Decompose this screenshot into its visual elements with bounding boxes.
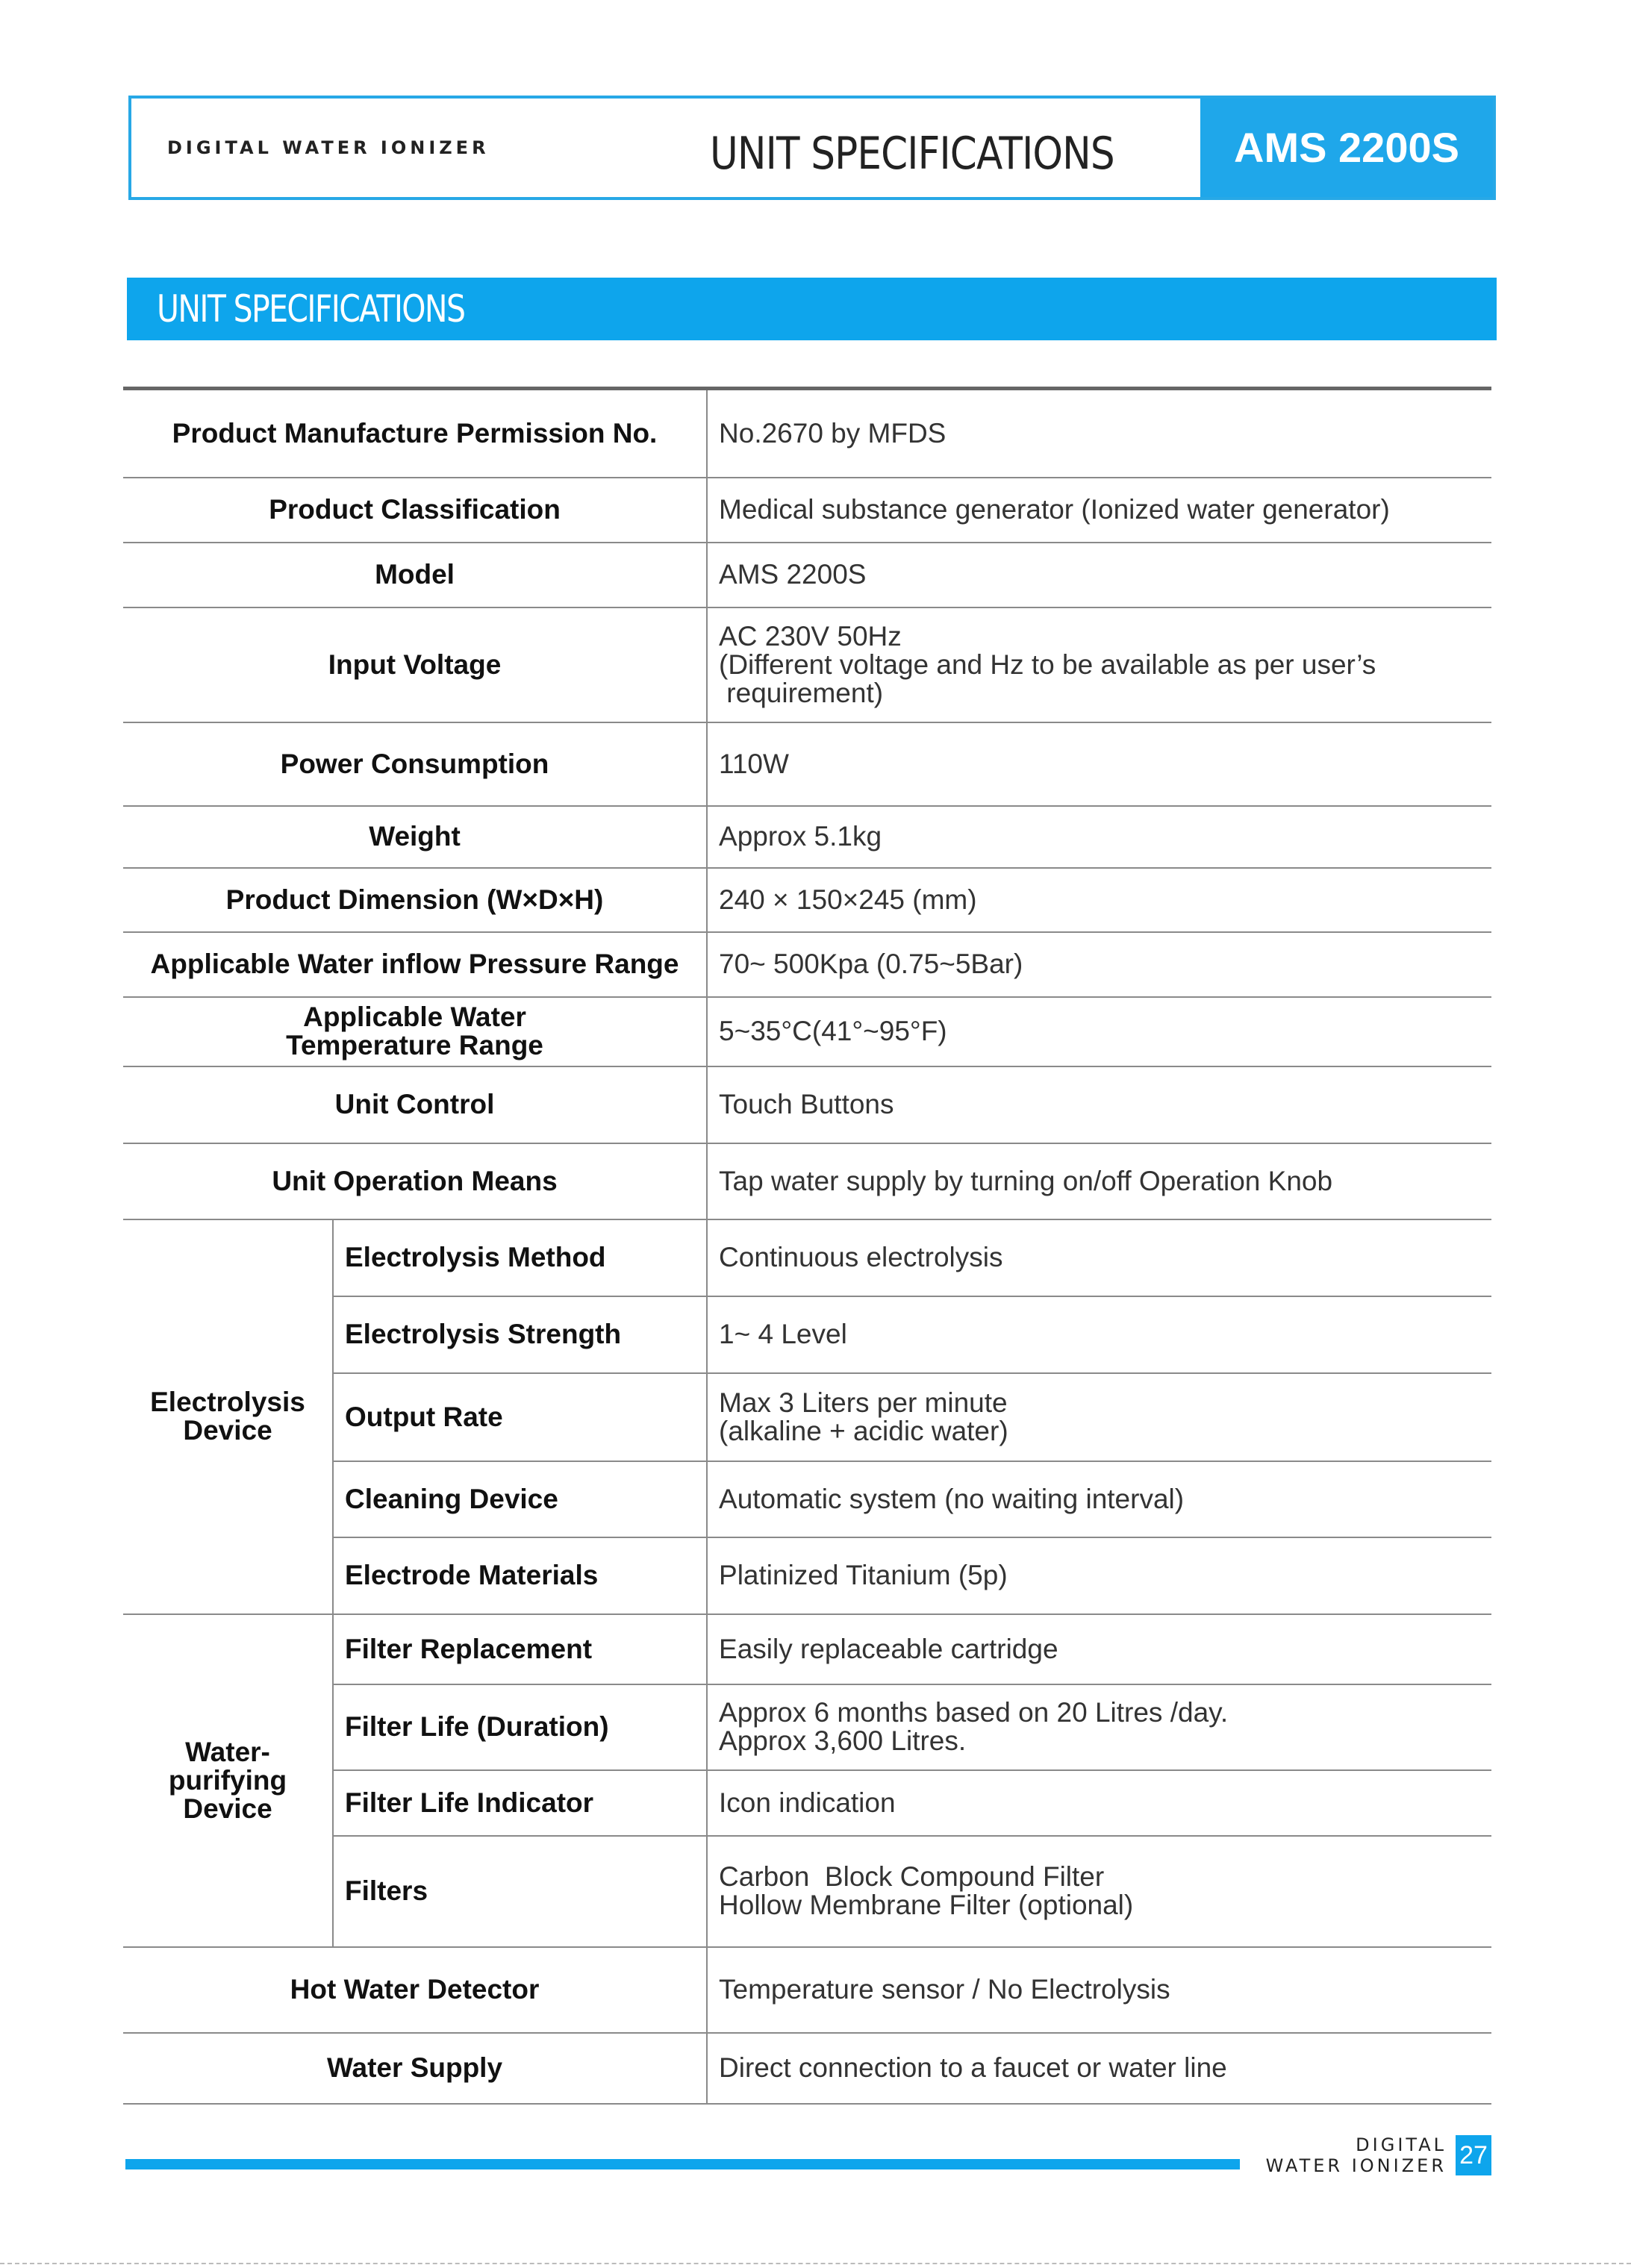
spec-value: Approx 5.1kg bbox=[707, 806, 1491, 868]
spec-label bbox=[123, 997, 707, 1066]
section-title: UNIT SPECIFICATIONS bbox=[157, 287, 465, 331]
spec-label: Unit Control bbox=[123, 1066, 707, 1143]
spec-label: Unit Operation Means bbox=[123, 1143, 707, 1219]
table-row bbox=[123, 868, 1491, 932]
spec-label-line: Applicable Water bbox=[303, 1002, 526, 1032]
table-row bbox=[123, 478, 1491, 543]
spec-label: Product Classification bbox=[123, 478, 707, 543]
spec-label: Weight bbox=[123, 806, 707, 868]
group-label-water-purifying bbox=[123, 1614, 333, 1947]
page-header bbox=[128, 96, 1496, 200]
spec-sublabel: Filters bbox=[333, 1836, 707, 1947]
header-title: UNIT SPECIFICATIONS bbox=[710, 128, 1114, 180]
table-row bbox=[123, 543, 1491, 607]
table-row bbox=[123, 2033, 1491, 2104]
spec-value: Touch Buttons bbox=[707, 1066, 1491, 1143]
spec-value-line: (alkaline + acidic water) bbox=[719, 1415, 1008, 1446]
spec-value: Temperature sensor / No Electrolysis bbox=[707, 1947, 1491, 2033]
spec-value: Direct connection to a faucet or water line bbox=[707, 2033, 1491, 2104]
spec-table bbox=[123, 387, 1491, 2105]
group-label-line: Device bbox=[183, 1415, 272, 1446]
spec-label: Input Voltage bbox=[123, 607, 707, 722]
table-row bbox=[123, 1143, 1491, 1219]
table-row bbox=[123, 1614, 1491, 1684]
spec-value: Continuous electrolysis bbox=[707, 1219, 1491, 1296]
table-row bbox=[123, 1066, 1491, 1143]
header-brand: DIGITAL WATER IONIZER bbox=[167, 137, 490, 158]
spec-sublabel: Filter Replacement bbox=[333, 1614, 707, 1684]
spec-value: AMS 2200S bbox=[707, 543, 1491, 607]
table-row bbox=[123, 722, 1491, 806]
table-row bbox=[123, 607, 1491, 722]
spec-value-line: Carbon Block Compound Filter bbox=[719, 1861, 1105, 1892]
table-row bbox=[123, 1947, 1491, 2033]
spec-label-line: Temperature Range bbox=[286, 1030, 543, 1060]
section-title-bar bbox=[127, 278, 1497, 340]
spec-value-line: requirement) bbox=[719, 677, 884, 708]
spec-label: Model bbox=[123, 543, 707, 607]
group-label-line: Water- bbox=[185, 1736, 270, 1767]
spec-sublabel: Cleaning Device bbox=[333, 1461, 707, 1537]
page-number: 27 bbox=[1456, 2135, 1491, 2175]
group-label-line: Electrolysis bbox=[150, 1387, 305, 1417]
spec-label: Product Manufacture Permission No. bbox=[123, 389, 707, 478]
spec-label: Water Supply bbox=[123, 2033, 707, 2104]
footer-brand-line: WATER IONIZER bbox=[1265, 2155, 1447, 2176]
spec-sublabel: Electrolysis Strength bbox=[333, 1296, 707, 1373]
spec-value: 70~ 500Kpa (0.75~5Bar) bbox=[707, 932, 1491, 997]
spec-label: Product Dimension (W×D×H) bbox=[123, 868, 707, 932]
table-row bbox=[123, 806, 1491, 868]
spec-value: Easily replaceable cartridge bbox=[707, 1614, 1491, 1684]
spec-value bbox=[707, 607, 1491, 722]
spec-label: Power Consumption bbox=[123, 722, 707, 806]
table-row bbox=[123, 932, 1491, 997]
table-row bbox=[123, 1219, 1491, 1296]
spec-sublabel: Electrode Materials bbox=[333, 1537, 707, 1614]
spec-value: 1~ 4 Level bbox=[707, 1296, 1491, 1373]
group-label-line: purifying bbox=[168, 1764, 287, 1796]
spec-value-line: AC 230V 50Hz bbox=[719, 620, 902, 652]
table-row bbox=[123, 997, 1491, 1066]
spec-sublabel: Electrolysis Method bbox=[333, 1219, 707, 1296]
spec-value: Automatic system (no waiting interval) bbox=[707, 1461, 1491, 1537]
spec-label: Applicable Water inflow Pressure Range bbox=[123, 932, 707, 997]
spec-value: 110W bbox=[707, 722, 1491, 806]
spec-value bbox=[707, 1684, 1491, 1770]
spec-value-line: (Different voltage and Hz to be available as per user’s bbox=[719, 649, 1376, 680]
spec-value-line: Approx 6 months based on 20 Litres /day. bbox=[719, 1697, 1229, 1728]
spec-value: Medical substance generator (Ionized water generator) bbox=[707, 478, 1491, 543]
spec-value: 5~35°C(41°~95°F) bbox=[707, 997, 1491, 1066]
spec-value bbox=[707, 1373, 1491, 1461]
spec-sublabel: Filter Life (Duration) bbox=[333, 1684, 707, 1770]
spec-value: 240 × 150×245 (mm) bbox=[707, 868, 1491, 932]
spec-value-line: Hollow Membrane Filter (optional) bbox=[719, 1890, 1134, 1920]
spec-value: Tap water supply by turning on/off Operation Knob bbox=[707, 1143, 1491, 1219]
page-edge-divider bbox=[0, 2263, 1631, 2264]
footer-brand-line: DIGITAL bbox=[1356, 2134, 1447, 2155]
spec-value bbox=[707, 1836, 1491, 1947]
spec-sublabel: Output Rate bbox=[333, 1373, 707, 1461]
spec-value-line: Max 3 Liters per minute bbox=[719, 1387, 1008, 1418]
spec-value: Platinized Titanium (5p) bbox=[707, 1537, 1491, 1614]
spec-sublabel: Filter Life Indicator bbox=[333, 1770, 707, 1836]
footer-brand bbox=[1247, 2134, 1447, 2176]
footer-rule bbox=[125, 2159, 1240, 2169]
group-label-line: Device bbox=[183, 1793, 272, 1824]
spec-label: Hot Water Detector bbox=[123, 1947, 707, 2033]
spec-value: Icon indication bbox=[707, 1770, 1491, 1836]
spec-value-line: Approx 3,600 Litres. bbox=[719, 1725, 967, 1756]
spec-value: No.2670 by MFDS bbox=[707, 389, 1491, 478]
header-model-badge: AMS 2200S bbox=[1200, 99, 1493, 197]
group-label-electrolysis bbox=[123, 1219, 333, 1614]
table-row bbox=[123, 389, 1491, 478]
